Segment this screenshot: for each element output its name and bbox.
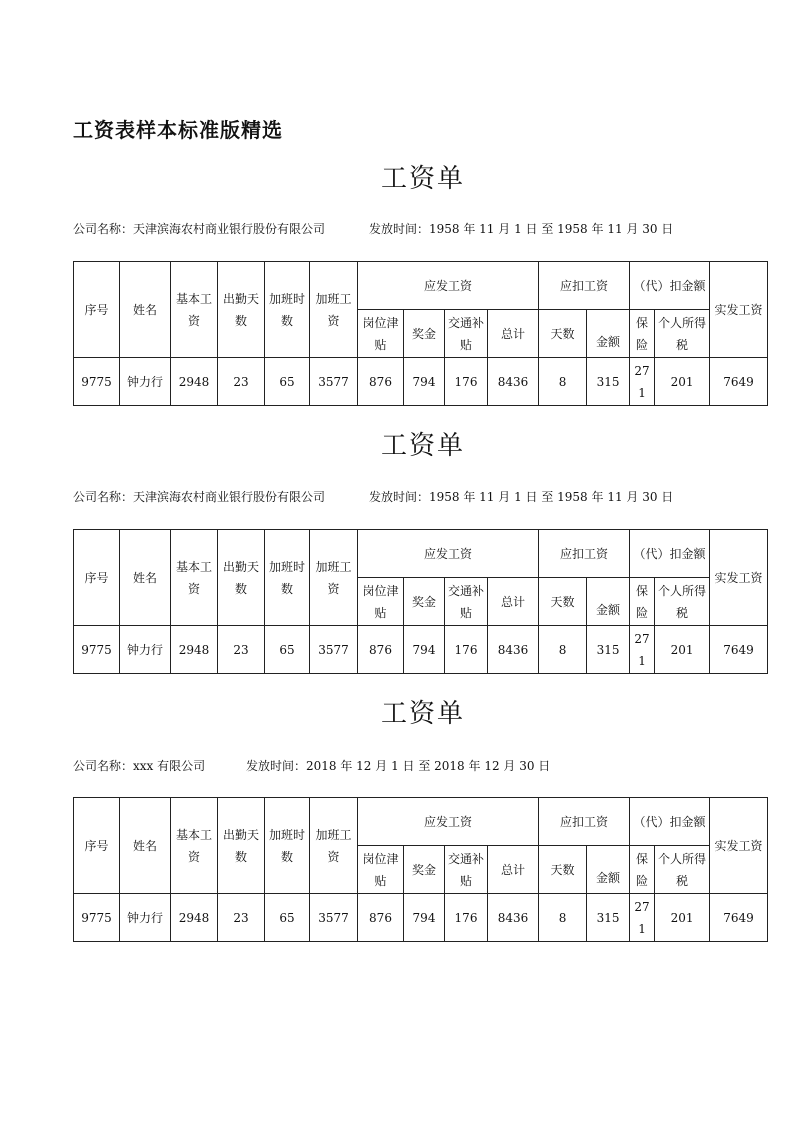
cell-deduct-amount: 315 [587,358,630,406]
header-gross-pay: 应发工资 [358,262,539,310]
cell-deduct-days: 8 [539,626,587,674]
header-deduct-days: 天数 [539,578,587,626]
cell-net-pay: 7649 [710,358,768,406]
header-post-allowance: 岗位津贴 [358,310,404,358]
header-total: 总计 [488,578,539,626]
header-insurance: 保险 [630,846,655,894]
payslip-heading: 工资单 [380,699,465,729]
header-base-pay: 基本工资 [171,530,218,626]
cell-income-tax: 201 [655,626,710,674]
pay-period: 发放时间：2018 年 12 月 1 日 至 2018 年 12 月 30 日 [246,759,551,773]
cell-overtime-pay: 3577 [310,626,358,674]
cell-deduct-amount: 315 [587,626,630,674]
cell-attendance-days: 23 [218,358,265,406]
payslip-heading: 工资单 [380,164,465,194]
header-total: 总计 [488,310,539,358]
header-deduct-amount: 金额 [587,846,630,894]
cell-post-allowance: 876 [358,894,404,942]
cell-bonus: 794 [404,358,445,406]
header-overtime-hours: 加班时数 [265,530,310,626]
cell-transport: 176 [445,358,488,406]
cell-attendance-days: 23 [218,894,265,942]
cell-overtime-hours: 65 [265,894,310,942]
header-deduct-days: 天数 [539,846,587,894]
cell-bonus: 794 [404,626,445,674]
header-base-pay: 基本工资 [171,262,218,358]
header-transport: 交通补贴 [445,578,488,626]
header-withholdings: （代）扣金额 [630,798,710,846]
header-deduct-days: 天数 [539,310,587,358]
payslip-table [73,529,768,674]
payslip-meta [73,757,551,774]
header-name: 姓名 [120,798,171,894]
header-deductions: 应扣工资 [539,798,630,846]
cell-overtime-pay: 3577 [310,894,358,942]
cell-overtime-pay: 3577 [310,358,358,406]
header-deductions: 应扣工资 [539,262,630,310]
cell-net-pay: 7649 [710,626,768,674]
cell-seq: 9775 [74,358,120,406]
header-income-tax: 个人所得税 [655,310,710,358]
header-overtime-pay: 加班工资 [310,530,358,626]
header-name: 姓名 [120,262,171,358]
cell-overtime-hours: 65 [265,626,310,674]
header-income-tax: 个人所得税 [655,578,710,626]
header-withholdings: （代）扣金额 [630,262,710,310]
pay-period: 发放时间：1958 年 11 月 1 日 至 1958 年 11 月 30 日 [369,222,674,236]
payslip-meta [73,488,674,505]
header-insurance: 保险 [630,578,655,626]
header-attendance-days: 出勤天数 [218,530,265,626]
table-row [74,626,768,674]
header-attendance-days: 出勤天数 [218,798,265,894]
header-seq: 序号 [74,798,120,894]
header-post-allowance: 岗位津贴 [358,578,404,626]
header-net-pay: 实发工资 [710,530,768,626]
cell-name: 钟力行 [120,358,171,406]
header-bonus: 奖金 [404,846,445,894]
header-seq: 序号 [74,530,120,626]
header-income-tax: 个人所得税 [655,846,710,894]
header-deduct-amount: 金额 [587,578,630,626]
cell-insurance: 271 [630,358,655,406]
cell-bonus: 794 [404,894,445,942]
header-post-allowance: 岗位津贴 [358,846,404,894]
company-name: 公司名称：xxx 有限公司 [73,759,206,773]
cell-post-allowance: 876 [358,358,404,406]
header-withholdings: （代）扣金额 [630,530,710,578]
header-deduct-amount: 金额 [587,310,630,358]
cell-deduct-days: 8 [539,358,587,406]
header-net-pay: 实发工资 [710,798,768,894]
payslip-heading: 工资单 [380,431,465,461]
header-bonus: 奖金 [404,578,445,626]
cell-seq: 9775 [74,626,120,674]
header-overtime-pay: 加班工资 [310,798,358,894]
header-insurance: 保险 [630,310,655,358]
cell-transport: 176 [445,894,488,942]
pay-period: 发放时间：1958 年 11 月 1 日 至 1958 年 11 月 30 日 [369,490,674,504]
header-total: 总计 [488,846,539,894]
header-overtime-hours: 加班时数 [265,262,310,358]
cell-transport: 176 [445,626,488,674]
header-base-pay: 基本工资 [171,798,218,894]
cell-insurance: 271 [630,894,655,942]
cell-attendance-days: 23 [218,626,265,674]
header-deductions: 应扣工资 [539,530,630,578]
cell-net-pay: 7649 [710,894,768,942]
cell-insurance: 271 [630,626,655,674]
header-net-pay: 实发工资 [710,262,768,358]
company-name: 公司名称：天津滨海农村商业银行股份有限公司 [73,490,326,504]
cell-post-allowance: 876 [358,626,404,674]
cell-name: 钟力行 [120,894,171,942]
header-seq: 序号 [74,262,120,358]
cell-total: 8436 [488,894,539,942]
cell-base-pay: 2948 [171,894,218,942]
company-name: 公司名称：天津滨海农村商业银行股份有限公司 [73,222,326,236]
header-bonus: 奖金 [404,310,445,358]
cell-deduct-days: 8 [539,894,587,942]
cell-income-tax: 201 [655,894,710,942]
table-row [74,894,768,942]
document-title: 工资表样本标准版精选 [73,118,283,142]
cell-total: 8436 [488,626,539,674]
payslip-table [73,797,768,942]
header-gross-pay: 应发工资 [358,798,539,846]
payslip-meta [73,220,674,237]
header-transport: 交通补贴 [445,310,488,358]
table-row [74,358,768,406]
cell-overtime-hours: 65 [265,358,310,406]
cell-base-pay: 2948 [171,358,218,406]
cell-deduct-amount: 315 [587,894,630,942]
cell-total: 8436 [488,358,539,406]
header-transport: 交通补贴 [445,846,488,894]
header-name: 姓名 [120,530,171,626]
payslip-table [73,261,768,406]
cell-base-pay: 2948 [171,626,218,674]
header-attendance-days: 出勤天数 [218,262,265,358]
header-overtime-hours: 加班时数 [265,798,310,894]
header-overtime-pay: 加班工资 [310,262,358,358]
header-gross-pay: 应发工资 [358,530,539,578]
cell-seq: 9775 [74,894,120,942]
cell-name: 钟力行 [120,626,171,674]
cell-income-tax: 201 [655,358,710,406]
